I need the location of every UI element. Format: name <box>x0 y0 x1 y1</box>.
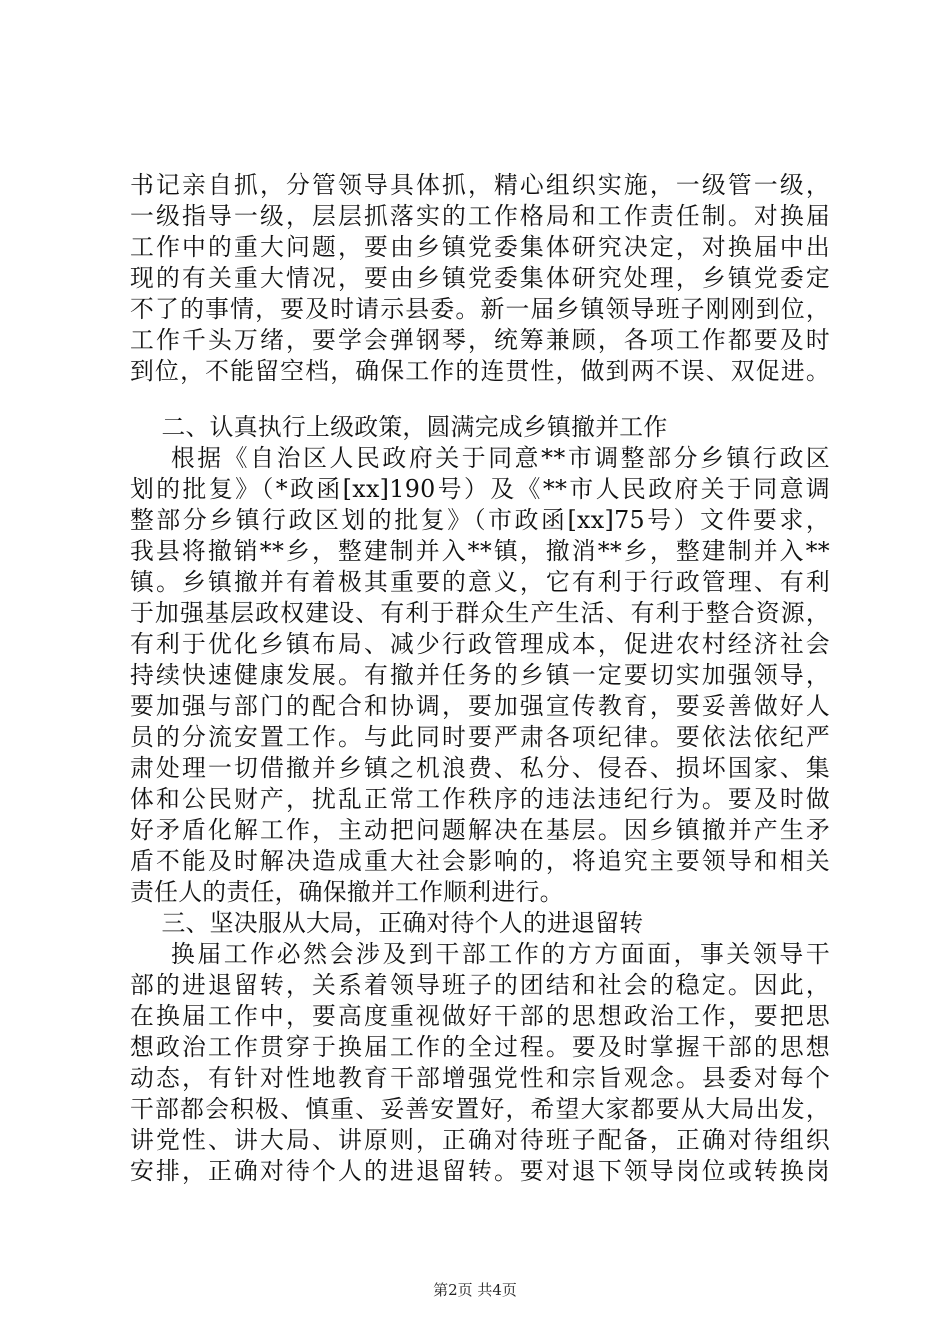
section-heading: 三、坚决服从大局，正确对待个人的进退留转 <box>130 909 644 937</box>
text-line: 动态，有针对性地教育干部增强党性和宗旨观念。县委对每个 <box>130 1064 830 1092</box>
paragraph-gap <box>130 387 830 412</box>
section-heading: 二、认真执行上级政策，圆满完成乡镇撤并工作 <box>130 413 668 441</box>
text-line: 肃处理一切借撤并乡镇之机浪费、私分、侵吞、损坏国家、集 <box>130 754 830 782</box>
text-line: 划的批复》（*政函[xx]190号）及《**市人民政府关于同意调 <box>130 475 830 503</box>
text-line: 不了的事情，要及时请示县委。新一届乡镇领导班子刚刚到位， <box>130 295 830 323</box>
text-line: 换届工作必然会涉及到干部工作的方方面面，事关领导干 <box>130 940 830 968</box>
text-line: 在换届工作中，要高度重视做好干部的思想政治工作，要把思 <box>130 1002 830 1030</box>
text-line: 工作中的重大问题，要由乡镇党委集体研究决定，对换届中出 <box>130 233 830 261</box>
text-line: 部的进退留转，关系着领导班子的团结和社会的稳定。因此， <box>130 971 830 999</box>
text-line: 一级指导一级，层层抓落实的工作格局和工作责任制。对换届 <box>130 202 830 230</box>
text-line: 盾不能及时解决造成重大社会影响的，将追究主要领导和相关 <box>130 847 830 875</box>
text-line: 有利于优化乡镇布局、减少行政管理成本，促进农村经济社会 <box>130 630 830 658</box>
text-line: 安排，正确对待个人的进退留转。要对退下领导岗位或转换岗 <box>130 1157 830 1185</box>
text-line: 书记亲自抓，分管领导具体抓，精心组织实施，一级管一级， <box>130 171 830 199</box>
text-line: 镇。乡镇撤并有着极其重要的意义，它有利于行政管理、有利 <box>130 568 830 596</box>
text-line: 于加强基层政权建设、有利于群众生产生活、有利于整合资源， <box>130 599 830 627</box>
text-line: 持续快速健康发展。有撤并任务的乡镇一定要切实加强领导， <box>130 661 830 689</box>
text-line: 讲党性、讲大局、讲原则，正确对待班子配备，正确对待组织 <box>130 1126 830 1154</box>
text-line: 想政治工作贯穿于换届工作的全过程。要及时掌握干部的思想 <box>130 1033 830 1061</box>
text-line: 整部分乡镇行政区划的批复》（市政函[xx]75号）文件要求， <box>130 506 830 534</box>
text-line: 责任人的责任，确保撤并工作顺利进行。 <box>130 878 564 906</box>
text-line: 干部都会积极、慎重、妥善安置好，希望大家都要从大局出发， <box>130 1095 830 1123</box>
page-footer: 第2页 共4页 <box>433 1281 517 1299</box>
text-line: 体和公民财产，扰乱正常工作秩序的违法违纪行为。要及时做 <box>130 785 830 813</box>
text-line: 员的分流安置工作。与此同时要严肃各项纪律。要依法依纪严 <box>130 723 830 751</box>
text-line: 根据《自治区人民政府关于同意**市调整部分乡镇行政区 <box>130 444 830 472</box>
text-line: 要加强与部门的配合和协调，要加强宣传教育，要妥善做好人 <box>130 692 830 720</box>
text-line: 我县将撤销**乡，整建制并入**镇，撤消**乡，整建制并入** <box>130 537 830 565</box>
text-line: 现的有关重大情况，要由乡镇党委集体研究处理，乡镇党委定 <box>130 264 830 292</box>
text-line: 好矛盾化解工作，主动把问题解决在基层。因乡镇撤并产生矛 <box>130 816 830 844</box>
text-line: 到位，不能留空档，确保工作的连贯性，做到两不误、双促进。 <box>130 357 830 385</box>
text-line: 工作千头万绪，要学会弹钢琴，统筹兼顾，各项工作都要及时 <box>130 326 830 354</box>
document-body <box>130 170 830 1187</box>
